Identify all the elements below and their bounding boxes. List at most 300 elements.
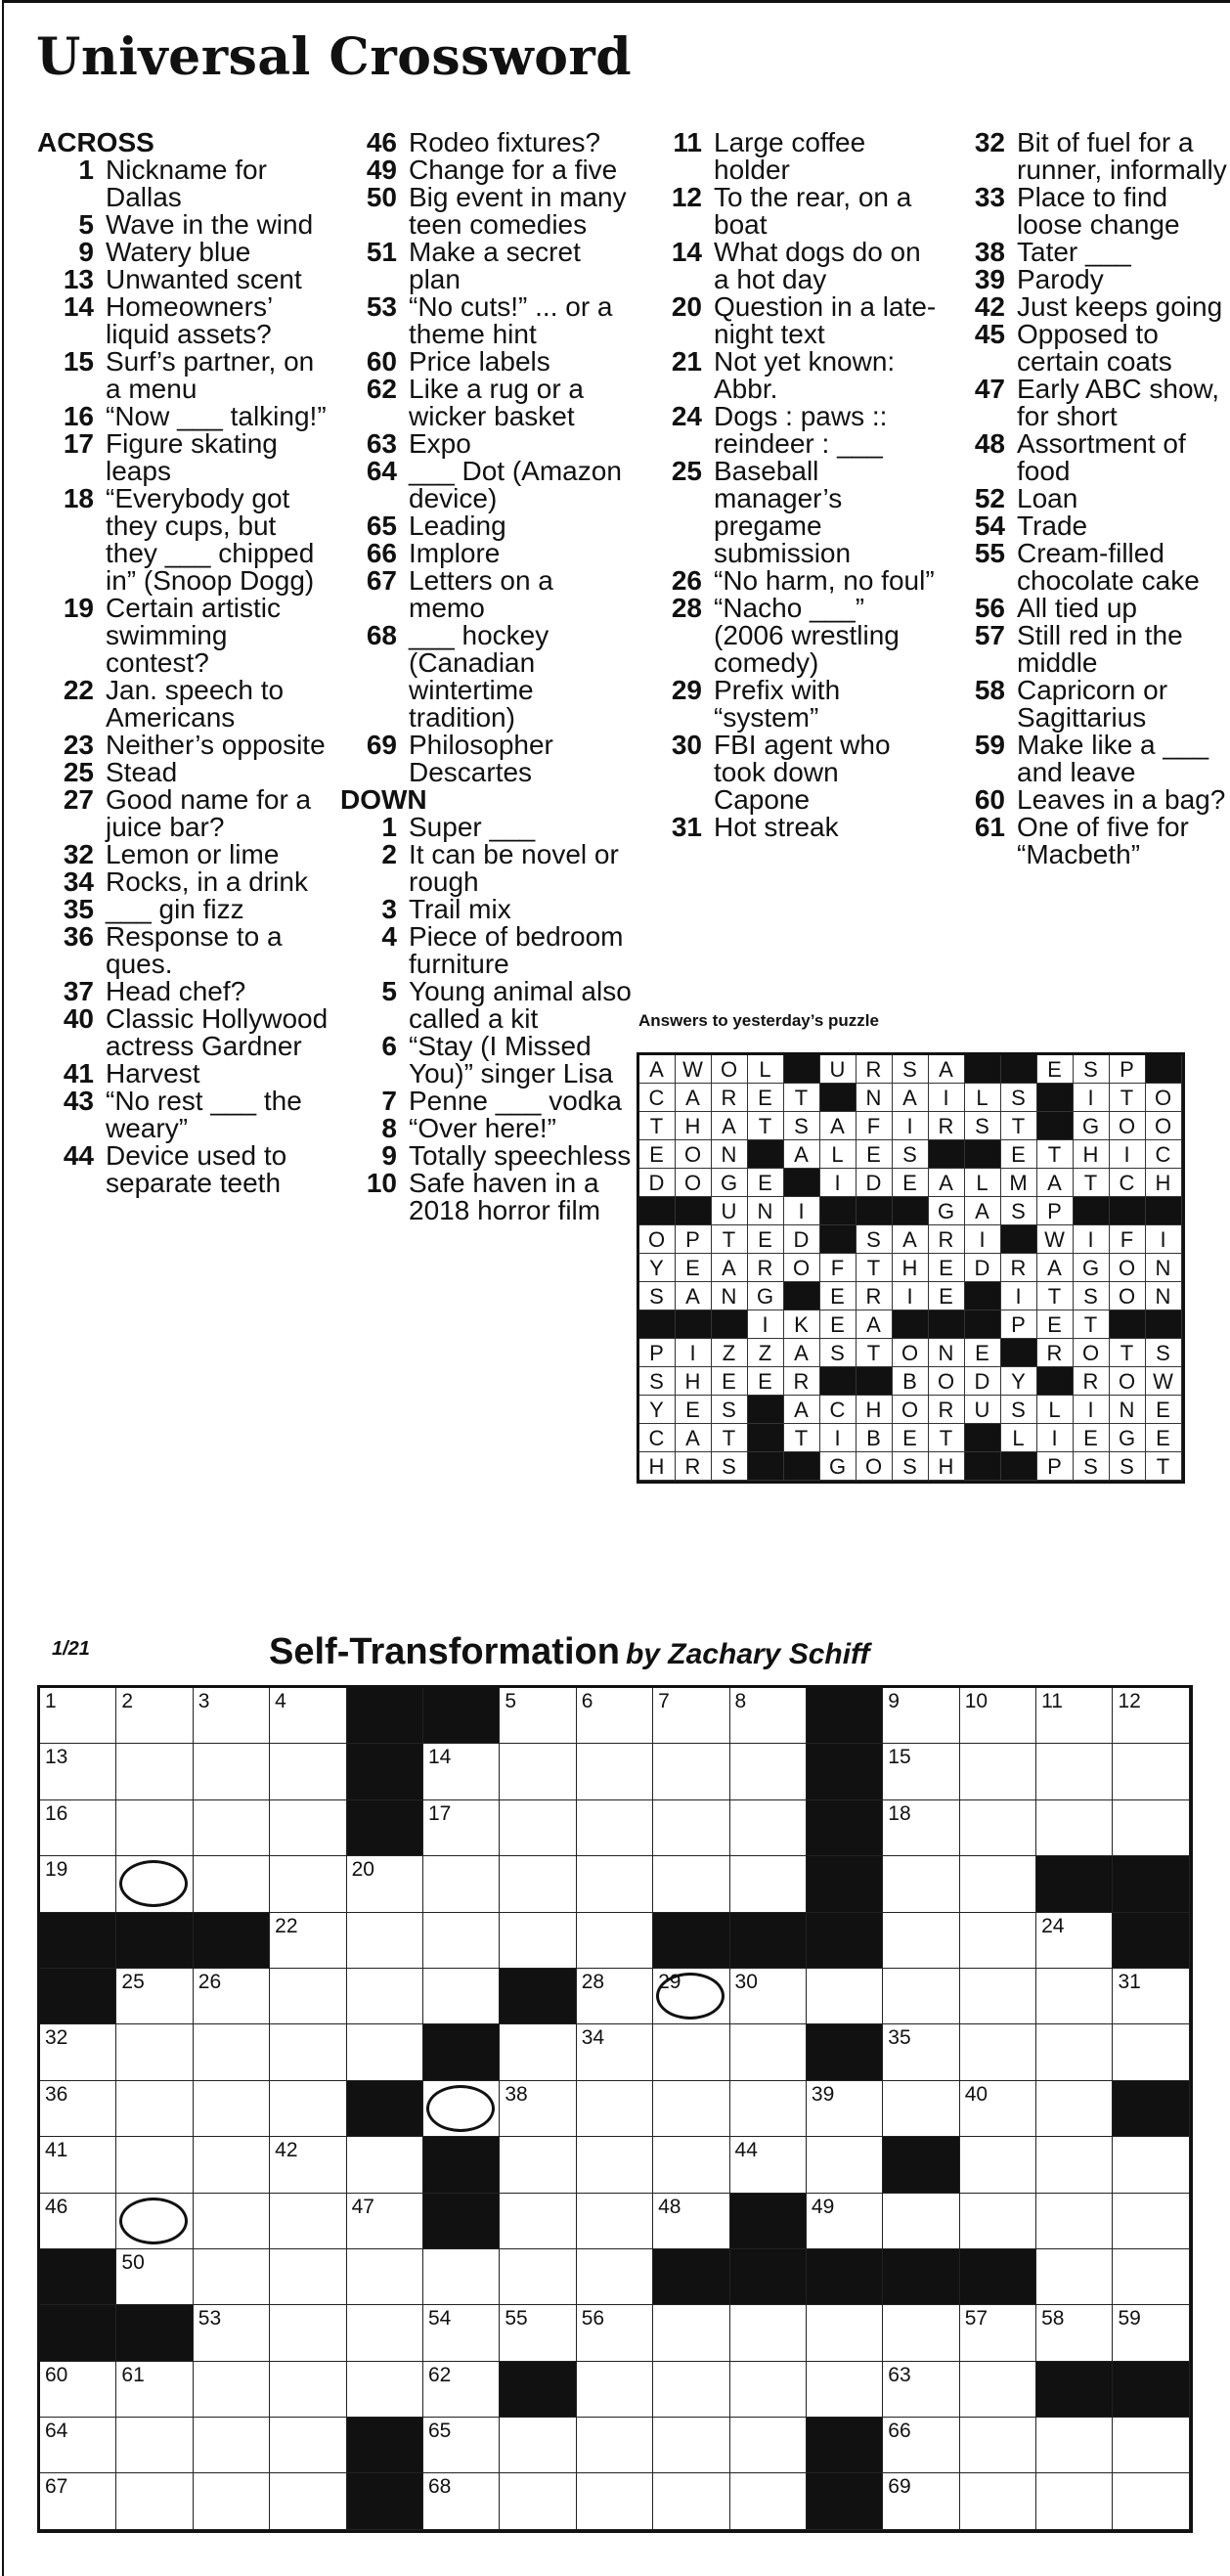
clue-number: 9 xyxy=(381,1140,397,1171)
grid-cell[interactable] xyxy=(40,2418,116,2473)
grid-cell[interactable] xyxy=(960,1744,1036,1799)
grid-cell[interactable] xyxy=(116,1688,193,1744)
cell-number: 47 xyxy=(351,2195,374,2218)
grid-cell[interactable] xyxy=(960,2137,1036,2193)
clue-text: Piece of bedroom furniture xyxy=(409,921,624,979)
grid-cell[interactable] xyxy=(423,2305,500,2361)
grid-cell[interactable] xyxy=(653,2362,729,2418)
grid-cell[interactable] xyxy=(423,2418,500,2473)
grid-cell[interactable] xyxy=(40,1744,116,1799)
grid-cell[interactable] xyxy=(1036,1744,1113,1799)
grid-cell[interactable] xyxy=(116,2362,193,2418)
grid-cell[interactable] xyxy=(1113,2473,1189,2529)
grid-cell[interactable] xyxy=(883,1856,959,1912)
grid-cell[interactable] xyxy=(883,2081,959,2137)
grid-cell[interactable] xyxy=(347,2137,423,2193)
grid-cell[interactable] xyxy=(1113,1969,1189,2024)
grid-cell[interactable] xyxy=(270,2418,346,2473)
grid-cell[interactable] xyxy=(194,2418,270,2473)
grid-cell[interactable] xyxy=(500,2249,576,2305)
grid-cell[interactable] xyxy=(653,2194,729,2249)
grid-cell[interactable] xyxy=(653,1744,729,1799)
black-square xyxy=(40,1913,116,1969)
grid-cell[interactable] xyxy=(730,2024,807,2080)
answer-letter: H xyxy=(676,1367,712,1396)
clue-number: 61 xyxy=(974,812,1005,842)
clue-text: Place to find loose change xyxy=(1017,182,1180,240)
clue-text: Surf’s partner, on a menu xyxy=(106,346,315,404)
circle-marker xyxy=(119,2198,188,2244)
grid-cell[interactable] xyxy=(960,2362,1036,2418)
answer-letter: I xyxy=(929,1084,965,1112)
grid-cell[interactable] xyxy=(347,1913,423,1969)
grid-cell[interactable] xyxy=(1036,1969,1113,2024)
cell-number: 2 xyxy=(121,1690,134,1712)
clue xyxy=(37,1060,330,1088)
grid-cell[interactable] xyxy=(1036,1688,1113,1744)
grid-cell[interactable] xyxy=(730,2305,807,2361)
grid-cell[interactable] xyxy=(500,2081,576,2137)
grid-cell[interactable] xyxy=(270,1913,346,1969)
grid-cell[interactable] xyxy=(883,1688,959,1744)
grid-cell[interactable] xyxy=(116,1800,193,1856)
clue xyxy=(37,896,330,923)
black-square xyxy=(730,2194,807,2249)
grid-cell[interactable] xyxy=(960,2418,1036,2473)
grid-cell[interactable] xyxy=(883,2362,959,2418)
grid-cell[interactable] xyxy=(270,2473,346,2529)
grid-cell[interactable] xyxy=(116,2249,193,2305)
grid-cell[interactable] xyxy=(883,1969,959,2024)
answer-letter: O xyxy=(676,1169,712,1197)
grid-cell[interactable] xyxy=(116,2137,193,2193)
answer-letter: P xyxy=(1001,1310,1037,1339)
clue-number: 42 xyxy=(974,291,1005,322)
grid-cell[interactable] xyxy=(500,2024,576,2080)
grid-cell[interactable] xyxy=(116,2473,193,2529)
circle-marker xyxy=(426,2085,495,2132)
grid-cell[interactable] xyxy=(960,2024,1036,2080)
grid-cell[interactable] xyxy=(883,2473,959,2529)
answer-letter: N xyxy=(1110,1396,1146,1424)
answer-letter: Y xyxy=(1001,1367,1037,1396)
clue xyxy=(37,156,330,211)
grid-cell[interactable] xyxy=(1113,2137,1189,2193)
grid-cell[interactable] xyxy=(347,2249,423,2305)
grid-cell[interactable] xyxy=(116,2194,193,2249)
grid-cell[interactable] xyxy=(500,1688,576,1744)
grid-cell[interactable] xyxy=(730,2081,807,2137)
clue-text: Baseball manager’s pregame submission xyxy=(714,456,852,568)
grid-cell[interactable] xyxy=(270,1744,346,1799)
answer-letter: N xyxy=(857,1084,893,1112)
grid-cell[interactable] xyxy=(807,2137,883,2193)
grid-cell[interactable] xyxy=(347,1856,423,1912)
grid-cell[interactable] xyxy=(883,2194,959,2249)
grid-cell[interactable] xyxy=(270,2362,346,2418)
grid-cell[interactable] xyxy=(577,2305,653,2361)
grid-cell[interactable] xyxy=(40,2473,116,2529)
grid-cell[interactable] xyxy=(960,2194,1036,2249)
clue-number: 18 xyxy=(63,483,94,513)
grid-cell[interactable] xyxy=(194,2194,270,2249)
grid-cell[interactable] xyxy=(270,2305,346,2361)
grid-cell[interactable] xyxy=(653,2024,729,2080)
grid-cell[interactable] xyxy=(653,2418,729,2473)
clue xyxy=(37,266,330,293)
clue-number: 65 xyxy=(366,511,397,541)
cell-number: 44 xyxy=(734,2139,758,2162)
clue-number: 69 xyxy=(366,730,397,760)
grid-cell[interactable] xyxy=(423,1856,500,1912)
clue-number: 59 xyxy=(974,730,1005,760)
answer-black-square xyxy=(857,1367,893,1396)
clue-number: 19 xyxy=(63,593,94,623)
grid-cell[interactable] xyxy=(40,1688,116,1744)
answer-letter: S xyxy=(712,1452,748,1481)
grid-cell[interactable] xyxy=(40,2194,116,2249)
clue xyxy=(340,348,634,376)
grid-cell[interactable] xyxy=(194,1744,270,1799)
grid-cell[interactable] xyxy=(270,1688,346,1744)
grid-cell[interactable] xyxy=(500,2305,576,2361)
answer-letter: D xyxy=(784,1225,820,1254)
grid-cell[interactable] xyxy=(960,2473,1036,2529)
black-square xyxy=(1113,2081,1189,2137)
grid-cell[interactable] xyxy=(1113,1744,1189,1799)
black-square xyxy=(423,2024,500,2080)
grid-cell[interactable] xyxy=(883,2418,959,2473)
grid-cell[interactable] xyxy=(500,1800,576,1856)
answer-black-square xyxy=(965,1452,1001,1481)
grid-cell[interactable] xyxy=(116,2024,193,2080)
grid-cell[interactable] xyxy=(1036,2305,1113,2361)
grid-cell[interactable] xyxy=(270,2024,346,2080)
answer-letter: T xyxy=(929,1424,965,1452)
answer-letter: T xyxy=(1001,1112,1037,1140)
grid-cell[interactable] xyxy=(347,2024,423,2080)
grid-cell[interactable] xyxy=(194,2305,270,2361)
clue-number: 17 xyxy=(63,428,94,459)
grid-cell[interactable] xyxy=(653,2305,729,2361)
grid-cell[interactable] xyxy=(577,2249,653,2305)
grid-cell[interactable] xyxy=(194,1800,270,1856)
grid-cell[interactable] xyxy=(577,1800,653,1856)
grid-cell[interactable] xyxy=(194,1688,270,1744)
grid-cell[interactable] xyxy=(730,2362,807,2418)
answer-letter: H xyxy=(639,1452,676,1481)
clue-number: 30 xyxy=(671,730,702,760)
clue-text: Head chef? xyxy=(106,976,246,1006)
answer-letter: S xyxy=(893,1140,929,1169)
grid-cell[interactable] xyxy=(653,1688,729,1744)
grid-cell[interactable] xyxy=(1113,2194,1189,2249)
grid-cell[interactable] xyxy=(653,1969,729,2024)
grid-cell[interactable] xyxy=(1036,2137,1113,2193)
grid-cell[interactable] xyxy=(116,1969,193,2024)
grid-cell[interactable] xyxy=(807,2081,883,2137)
grid-cell[interactable] xyxy=(194,2249,270,2305)
clue xyxy=(645,129,939,184)
grid-cell[interactable] xyxy=(883,2024,959,2080)
answer-letter: N xyxy=(1146,1254,1182,1282)
answer-letter: A xyxy=(857,1310,893,1339)
answer-letter: I xyxy=(748,1310,784,1339)
grid-cell[interactable] xyxy=(194,1969,270,2024)
answer-letter: I xyxy=(1074,1396,1110,1424)
grid-cell[interactable] xyxy=(40,1856,116,1912)
answer-letter: B xyxy=(893,1367,929,1396)
answer-letter: L xyxy=(820,1140,857,1169)
grid-cell[interactable] xyxy=(347,2305,423,2361)
answer-letter: E xyxy=(748,1367,784,1396)
black-square xyxy=(730,1913,807,1969)
grid-cell[interactable] xyxy=(116,1856,193,1912)
grid-cell[interactable] xyxy=(577,2081,653,2137)
grid-cell[interactable] xyxy=(883,1800,959,1856)
clue-text: Implore xyxy=(409,538,501,568)
grid-cell[interactable] xyxy=(883,2305,959,2361)
answer-letter: T xyxy=(1146,1452,1182,1481)
grid-cell[interactable] xyxy=(577,1688,653,1744)
answer-letter: C xyxy=(1110,1169,1146,1197)
grid-cell[interactable] xyxy=(577,2362,653,2418)
grid-cell[interactable] xyxy=(194,2362,270,2418)
grid-cell[interactable] xyxy=(423,2081,500,2137)
grid-cell[interactable] xyxy=(500,2137,576,2193)
grid-cell[interactable] xyxy=(500,2473,576,2529)
answer-letter: L xyxy=(748,1055,784,1084)
clue-text: ___ gin fizz xyxy=(106,894,244,924)
puzzle-date: 1/21 xyxy=(52,1638,90,1660)
grid-cell[interactable] xyxy=(653,2081,729,2137)
grid-cell[interactable] xyxy=(116,2081,193,2137)
grid-cell[interactable] xyxy=(270,2249,346,2305)
grid-cell[interactable] xyxy=(1036,2194,1113,2249)
grid-cell[interactable] xyxy=(270,1856,346,1912)
grid-cell[interactable] xyxy=(577,2137,653,2193)
clue-number: 22 xyxy=(63,675,94,705)
cell-number: 28 xyxy=(581,1970,605,1993)
page-title: Universal Crossword xyxy=(36,27,633,87)
grid-cell[interactable] xyxy=(577,1856,653,1912)
grid-cell[interactable] xyxy=(500,1744,576,1799)
grid-cell[interactable] xyxy=(1113,2024,1189,2080)
cell-number: 39 xyxy=(811,2082,835,2106)
grid-cell[interactable] xyxy=(423,1800,500,1856)
grid-cell[interactable] xyxy=(1036,2249,1113,2305)
grid-cell[interactable] xyxy=(577,2473,653,2529)
answer-letter: S xyxy=(1146,1339,1182,1367)
answer-letter: O xyxy=(712,1055,748,1084)
grid-cell[interactable] xyxy=(500,1913,576,1969)
grid-cell[interactable] xyxy=(500,2194,576,2249)
grid-cell[interactable] xyxy=(500,1856,576,1912)
clue-text: Totally speechless xyxy=(409,1140,632,1171)
grid-cell[interactable] xyxy=(347,2194,423,2249)
grid-cell[interactable] xyxy=(1036,1800,1113,1856)
answer-letter: H xyxy=(857,1396,893,1424)
grid-cell[interactable] xyxy=(577,1969,653,2024)
clue-number: 2 xyxy=(381,839,397,869)
grid-cell[interactable] xyxy=(194,2024,270,2080)
clue-column-3 xyxy=(645,129,939,841)
grid-cell[interactable] xyxy=(116,1744,193,1799)
grid-cell[interactable] xyxy=(1113,1800,1189,1856)
answer-black-square xyxy=(1110,1310,1146,1339)
grid-cell[interactable] xyxy=(40,1800,116,1856)
clue-number: 67 xyxy=(366,565,397,596)
grid-cell[interactable] xyxy=(1113,2305,1189,2361)
answer-black-square xyxy=(820,1225,857,1254)
grid-cell[interactable] xyxy=(807,2305,883,2361)
answer-letter: I xyxy=(784,1197,820,1225)
answer-letter: L xyxy=(1001,1424,1037,1452)
grid-cell[interactable] xyxy=(577,2418,653,2473)
cell-number: 19 xyxy=(45,1858,68,1882)
grid-cell[interactable] xyxy=(653,2473,729,2529)
grid-cell[interactable] xyxy=(1036,2418,1113,2473)
grid-cell[interactable] xyxy=(730,1744,807,1799)
clue xyxy=(37,786,330,841)
grid-cell[interactable] xyxy=(423,2473,500,2529)
grid-cell[interactable] xyxy=(577,2024,653,2080)
clue xyxy=(948,622,1227,677)
grid-cell[interactable] xyxy=(960,2081,1036,2137)
grid-cell[interactable] xyxy=(653,2137,729,2193)
clue-number: 10 xyxy=(366,1168,397,1198)
clue-text: Figure skating leaps xyxy=(106,428,278,486)
grid-cell[interactable] xyxy=(194,1856,270,1912)
answer-letter: I xyxy=(1074,1084,1110,1112)
grid-cell[interactable] xyxy=(653,1856,729,1912)
black-square xyxy=(40,2305,116,2361)
grid-cell[interactable] xyxy=(194,2473,270,2529)
answer-letter: H xyxy=(893,1254,929,1282)
answer-letter: S xyxy=(1074,1055,1110,1084)
grid-cell[interactable] xyxy=(347,2362,423,2418)
grid-cell[interactable] xyxy=(423,2249,500,2305)
grid-cell[interactable] xyxy=(577,1744,653,1799)
grid-cell[interactable] xyxy=(1036,2473,1113,2529)
grid-cell[interactable] xyxy=(194,2081,270,2137)
grid-cell[interactable] xyxy=(40,2081,116,2137)
grid-cell[interactable] xyxy=(270,2137,346,2193)
grid-cell[interactable] xyxy=(730,1969,807,2024)
grid-cell[interactable] xyxy=(423,2362,500,2418)
grid-cell[interactable] xyxy=(423,1744,500,1799)
grid-cell[interactable] xyxy=(730,2418,807,2473)
grid-cell[interactable] xyxy=(270,1800,346,1856)
grid-cell[interactable] xyxy=(730,1800,807,1856)
grid-cell[interactable] xyxy=(807,2194,883,2249)
grid-cell[interactable] xyxy=(807,1969,883,2024)
grid-cell[interactable] xyxy=(960,2305,1036,2361)
answer-letter: R xyxy=(1001,1254,1037,1282)
answer-letter: A xyxy=(929,1169,965,1197)
clue-number: 27 xyxy=(63,784,94,815)
grid-cell[interactable] xyxy=(423,1969,500,2024)
grid-cell[interactable] xyxy=(960,1800,1036,1856)
answer-letter: D xyxy=(965,1254,1001,1282)
grid-cell[interactable] xyxy=(577,2194,653,2249)
clue-number: 40 xyxy=(63,1003,94,1034)
grid-cell[interactable] xyxy=(194,2137,270,2193)
answer-letter: A xyxy=(820,1112,857,1140)
grid-cell[interactable] xyxy=(960,1913,1036,1969)
clue xyxy=(37,759,330,786)
answer-letter: T xyxy=(1074,1169,1110,1197)
grid-cell[interactable] xyxy=(270,1969,346,2024)
grid-cell[interactable] xyxy=(270,2194,346,2249)
black-square xyxy=(653,2249,729,2305)
grid-cell[interactable] xyxy=(1113,2249,1189,2305)
clue xyxy=(37,595,330,677)
grid-cell[interactable] xyxy=(116,2418,193,2473)
answer-letter: S xyxy=(1001,1197,1037,1225)
grid-cell[interactable] xyxy=(730,1856,807,1912)
answer-letter: I xyxy=(676,1339,712,1367)
cell-number: 61 xyxy=(121,2363,145,2386)
grid-cell[interactable] xyxy=(1113,2418,1189,2473)
grid-cell[interactable] xyxy=(1113,1688,1189,1744)
answer-letter: R xyxy=(929,1225,965,1254)
cell-number: 29 xyxy=(658,1970,681,1993)
grid-cell[interactable] xyxy=(500,2418,576,2473)
grid-cell[interactable] xyxy=(883,1913,959,1969)
clue-text: Stead xyxy=(106,757,178,787)
grid-cell[interactable] xyxy=(883,1744,959,1799)
clue xyxy=(645,732,939,814)
grid-cell[interactable] xyxy=(40,2362,116,2418)
clue-number: 23 xyxy=(63,730,94,760)
grid-cell[interactable] xyxy=(807,2362,883,2418)
grid-cell[interactable] xyxy=(960,1856,1036,1912)
grid-cell[interactable] xyxy=(1036,1913,1113,1969)
grid-cell[interactable] xyxy=(423,1913,500,1969)
answer-letter: T xyxy=(784,1084,820,1112)
clue xyxy=(948,732,1227,786)
grid-cell[interactable] xyxy=(730,1688,807,1744)
clue-number: 64 xyxy=(366,456,397,486)
answer-letter: M xyxy=(1001,1169,1037,1197)
grid-cell[interactable] xyxy=(40,2024,116,2080)
grid-cell[interactable] xyxy=(40,2137,116,2193)
grid-cell[interactable] xyxy=(270,2081,346,2137)
answer-letter: G xyxy=(1110,1424,1146,1452)
answer-black-square xyxy=(929,1140,965,1169)
cell-number: 9 xyxy=(888,1690,900,1712)
clue-number: 6 xyxy=(381,1031,397,1061)
grid-cell[interactable] xyxy=(960,1969,1036,2024)
clue-number: 14 xyxy=(63,291,94,322)
grid-cell[interactable] xyxy=(730,2473,807,2529)
answer-letter: T xyxy=(857,1339,893,1367)
grid-cell[interactable] xyxy=(1036,2081,1113,2137)
grid-cell[interactable] xyxy=(960,1688,1036,1744)
clue xyxy=(645,348,939,403)
black-square xyxy=(347,1744,423,1799)
grid-cell[interactable] xyxy=(730,2137,807,2193)
grid-cell[interactable] xyxy=(1036,2024,1113,2080)
cell-number: 8 xyxy=(734,1690,747,1712)
grid-cell[interactable] xyxy=(347,1969,423,2024)
grid-cell[interactable] xyxy=(653,1800,729,1856)
answer-letter: S xyxy=(857,1225,893,1254)
grid-cell[interactable] xyxy=(577,1913,653,1969)
clue-text: “No rest ___ the weary” xyxy=(106,1086,302,1143)
answer-letter: S xyxy=(893,1452,929,1481)
